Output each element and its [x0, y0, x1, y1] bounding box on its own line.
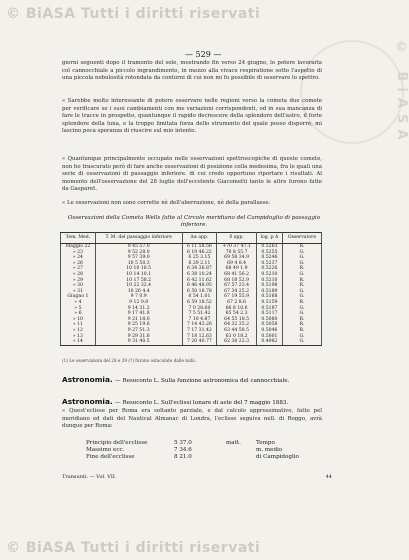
- table-cell: 0.5246: [256, 255, 282, 261]
- table-cell: 6 59 18.52: [182, 300, 217, 306]
- table-cell: » 11: [61, 322, 96, 328]
- table-cell: G.: [282, 306, 321, 312]
- table-cell: G.: [282, 261, 321, 267]
- table-cell: R.: [282, 266, 321, 272]
- watermark-top: © BiASA Tutti i diritti riservati: [6, 6, 261, 22]
- section-title: Astronomia.: [62, 375, 113, 384]
- table-cell: 0.5058: [256, 322, 282, 328]
- table-cell: 9 14 31.2: [95, 306, 182, 312]
- table-cell: 0.5187: [256, 306, 282, 312]
- table-cell: 67 2 8.6: [217, 300, 257, 306]
- table-cell: 6 46 48.95: [182, 283, 217, 289]
- table-cell: R.: [282, 328, 321, 334]
- table-cell: 6 54 1.01: [182, 294, 217, 300]
- table-cell: 0.5210: [256, 272, 282, 278]
- table-cell: 9 52 28.0: [95, 250, 182, 256]
- paragraph-4: « Le osservazioni non sono corrette nè dell'aberrazione, nè della parallasse.: [62, 200, 271, 206]
- table-cell: 7 20 40.77: [182, 339, 217, 345]
- table-cell: 69 4 8.4: [217, 261, 257, 267]
- table-cell: +70 37 47.1: [217, 244, 257, 250]
- table-cell: 7 18 12.63: [182, 334, 217, 340]
- table-cell: 0.5168: [256, 294, 282, 300]
- eclipse-note: m. medio: [256, 447, 283, 453]
- table-cell: 6 11 58.56: [182, 244, 217, 250]
- section-subtitle: — Resoconto L. Sulla funzione astronomica del cannocchiale.: [115, 378, 290, 384]
- eclipse-note: di Campidoglio: [256, 454, 299, 460]
- table-cell: 0.4982: [256, 339, 282, 345]
- header-log: log. p Δ: [256, 233, 282, 244]
- table-cell: G.: [282, 289, 321, 295]
- table-cell: 9 21 18.0: [95, 317, 182, 323]
- table-cell: 68 49 1.9: [217, 266, 257, 272]
- table-cell: 9 29 31.6: [95, 334, 182, 340]
- header-dec: δ app.: [217, 233, 257, 244]
- table-cell: » 23: [61, 250, 96, 256]
- page-number: — 529 —: [185, 50, 222, 59]
- observations-table: [60, 232, 322, 346]
- volume-label: Transunti. — Vol. VII.: [62, 474, 117, 480]
- eclipse-unit: [226, 447, 256, 454]
- table-cell: 6 29 2.11: [182, 261, 217, 267]
- table-cell: 7 17 31.42: [182, 328, 217, 334]
- table-cell: 64 32 35.2: [217, 322, 257, 328]
- table-cell: G.: [282, 272, 321, 278]
- table-cell: » 28: [61, 272, 96, 278]
- table-cell: 6 50 18.78: [182, 289, 217, 295]
- table-cell: » 13: [61, 334, 96, 340]
- table-cell: » 12: [61, 328, 96, 334]
- watermark-bottom: © BiASA Tutti i diritti riservati: [6, 540, 261, 556]
- watermark-side: © BiASA: [394, 40, 409, 146]
- table-cell: 10 14 10.1: [95, 272, 182, 278]
- eclipse-unit: [226, 454, 256, 461]
- table-cell: 9 27 51.3: [95, 328, 182, 334]
- table-cell: 0.5263: [256, 244, 282, 250]
- table-cell: » 29: [61, 278, 96, 284]
- table-cell: G.: [282, 334, 321, 340]
- header-passage: T. M. del passaggio inferiore: [95, 233, 182, 244]
- signature-number: 44: [325, 474, 332, 480]
- eclipse-note: Tempo: [256, 440, 275, 446]
- section-astronomy-2: [62, 397, 288, 406]
- table-cell: 70 8 55.7: [217, 250, 257, 256]
- table-cell: 6 19 46.22: [182, 250, 217, 256]
- table-cell: 6 34 36.87: [182, 266, 217, 272]
- table-cell: 10 22 32.4: [95, 283, 182, 289]
- table-cell: » 10: [61, 317, 96, 323]
- table-cell: 67 34 25.2: [217, 289, 257, 295]
- table-caption: Osservazioni della Cometa Wells fatte al Circolo meridiano del Campidoglio di passaggio inferiore.: [67, 215, 321, 228]
- eclipse-label: Fine dell'ecclisse: [86, 454, 135, 460]
- table-cell: R.: [282, 300, 321, 306]
- table-cell: 10 10 18.5: [95, 266, 182, 272]
- eclipse-label: Principio dell'ecclisse: [86, 440, 148, 446]
- section-astronomy-1: [62, 375, 289, 384]
- table-cell: 9 12 9.8: [95, 300, 182, 306]
- table-cell: 68 41 56.2: [217, 272, 257, 278]
- table-cell: 0.5159: [256, 300, 282, 306]
- table-cell: 7 14 43.26: [182, 322, 217, 328]
- table-cell: 9 7 0.9: [95, 294, 182, 300]
- table-cell: Maggio 22: [61, 244, 96, 250]
- eclipse-row: [86, 440, 299, 447]
- table-footnote: (1) Le osservazioni del 28 e 29 (?) furono ostacolate dalle nubi.: [62, 358, 197, 363]
- table-cell: 6 38 10.24: [182, 272, 217, 278]
- table-cell: 6 42 11.62: [182, 278, 217, 284]
- paragraph-1: giorni seguenti dopo il tramonto del sole, mostrando fin verso 24 giugno, lo potere lavorarla col cannocchiale a piccolo ingrandimento, in mezzo alla vivace respiratione sotto l'aspetto di una piccola nebulosità rotondata da contorni di cui non mi fu possibile di osservare lo spettro.: [62, 60, 322, 82]
- table-cell: 0.5210: [256, 278, 282, 284]
- table-cell: 0.5117: [256, 311, 282, 317]
- table-cell: 0.5255: [256, 250, 282, 256]
- eclipse-time: 7 34.6: [174, 447, 192, 453]
- table-cell: 65 54 2.3: [217, 311, 257, 317]
- table-row: [61, 339, 322, 345]
- section-subtitle: — Resoconto L. Sull'eclissi lunare di aste del 7 maggio 1883.: [115, 400, 289, 406]
- table-cell: 6 25 3.15: [182, 255, 217, 261]
- table-cell: 9 57 39.0: [95, 255, 182, 261]
- table-cell: 0.5189: [256, 289, 282, 295]
- table-cell: 67 57 23.4: [217, 283, 257, 289]
- section-title: Astronomia.: [62, 397, 113, 406]
- table-cell: G.: [282, 255, 321, 261]
- eclipse-row: [86, 447, 299, 454]
- table-cell: 10 26 4.4: [95, 289, 182, 295]
- eclipse-times: [86, 440, 299, 461]
- table-cell: 9 31 40.5: [95, 339, 182, 345]
- table-cell: 63 44 58.5: [217, 328, 257, 334]
- header-ra: Δα app.: [182, 233, 217, 244]
- table-cell: » 6: [61, 311, 96, 317]
- table-cell: 7 5 51.42: [182, 311, 217, 317]
- header-date: Tem. Med.: [61, 233, 96, 244]
- table-cell: 9 45 57.0: [95, 244, 182, 250]
- table-cell: » 30: [61, 283, 96, 289]
- header-observer: Osservatore: [282, 233, 321, 244]
- table-cell: » 26: [61, 261, 96, 267]
- table-cell: 10 5 50.3: [95, 261, 182, 267]
- table-cell: R.: [282, 244, 321, 250]
- table-cell: R.: [282, 317, 321, 323]
- table-cell: 9 17 41.8: [95, 311, 182, 317]
- table-cell: 64 55 18.5: [217, 317, 257, 323]
- table-cell: G.: [282, 311, 321, 317]
- table-cell: 63 0 18.2: [217, 334, 257, 340]
- eclipse-time: 8 21.0: [174, 454, 192, 460]
- paragraph-eclipse: « Quest'eclisse per Roma era soltanto parziale, e dal calcolo approssimativo, fatto pel meridiano ed dati del Nautical Almanac di Londra, l'eclisse seguiva nell. di Roggo, avrà dunque per Roma:: [62, 408, 322, 430]
- eclipse-row: [86, 454, 299, 461]
- table-cell: 0.5226: [256, 266, 282, 272]
- table-cell: R.: [282, 322, 321, 328]
- eclipse-label: Massimo ecc.: [86, 447, 125, 453]
- table-cell: 67 19 55.9: [217, 294, 257, 300]
- table-cell: » 14: [61, 339, 96, 345]
- table-cell: 10 17 58.2: [95, 278, 182, 284]
- table-cell: 0.5198: [256, 283, 282, 289]
- table-cell: 0.5001: [256, 334, 282, 340]
- table-cell: » 5: [61, 306, 96, 312]
- table-cell: 7 10 4.87: [182, 317, 217, 323]
- table-cell: Giugno 1: [61, 294, 96, 300]
- eclipse-unit: matt.: [226, 440, 241, 446]
- paragraph-2: « Sarebbe molto interessante di potere osservare nelle regioni verso la cometa due comete per verificare se i suoi cambiamenti con me variazioni corrispondenti, od in sua mancanza di fare le tracce in prospetto, quantunque il rapido decrescere della splendore dell'astro, il forte splendore della luna, e la troppo limitata forza dello strumento del quale posso disporre, mi lascino poca speranza di riuscire sul mio intento.: [62, 98, 322, 135]
- page-footer: [62, 474, 332, 480]
- table-cell: 66 8 10.6: [217, 306, 257, 312]
- eclipse-time: 5 37.0: [174, 440, 192, 446]
- table-cell: 0.5080: [256, 317, 282, 323]
- table-cell: 68 18 52.9: [217, 278, 257, 284]
- table-cell: 69 58 34.9: [217, 255, 257, 261]
- table-cell: 7 0 28.60: [182, 306, 217, 312]
- table-cell: 9 25 19.6: [95, 322, 182, 328]
- table-cell: » 31: [61, 289, 96, 295]
- table-cell: R.: [282, 278, 321, 284]
- table-cell: G.: [282, 250, 321, 256]
- table-cell: » 24: [61, 255, 96, 261]
- table-cell: » 27: [61, 266, 96, 272]
- table-cell: 62 38 22.3: [217, 339, 257, 345]
- paragraph-3: « Quantunque principalmente occupato nelle osservazioni spettroscopiche di queste comete, non ho trascurato però di fare anche osservazioni di posizione colla medesima, fra le quali una serie di osservazioni di passaggio inferiore. di cui credo opportuno riportare i risultati. Al momento dell'osservazione del 28 luglio dell'eccelente Giacometti tanto le altre furono fatte da Gasparet.: [62, 156, 322, 193]
- table-cell: G.: [282, 294, 321, 300]
- table-cell: » 4: [61, 300, 96, 306]
- table-cell: G.: [282, 339, 321, 345]
- table-cell: 0.5046: [256, 328, 282, 334]
- table-cell: 0.5237: [256, 261, 282, 267]
- table-cell: R.: [282, 283, 321, 289]
